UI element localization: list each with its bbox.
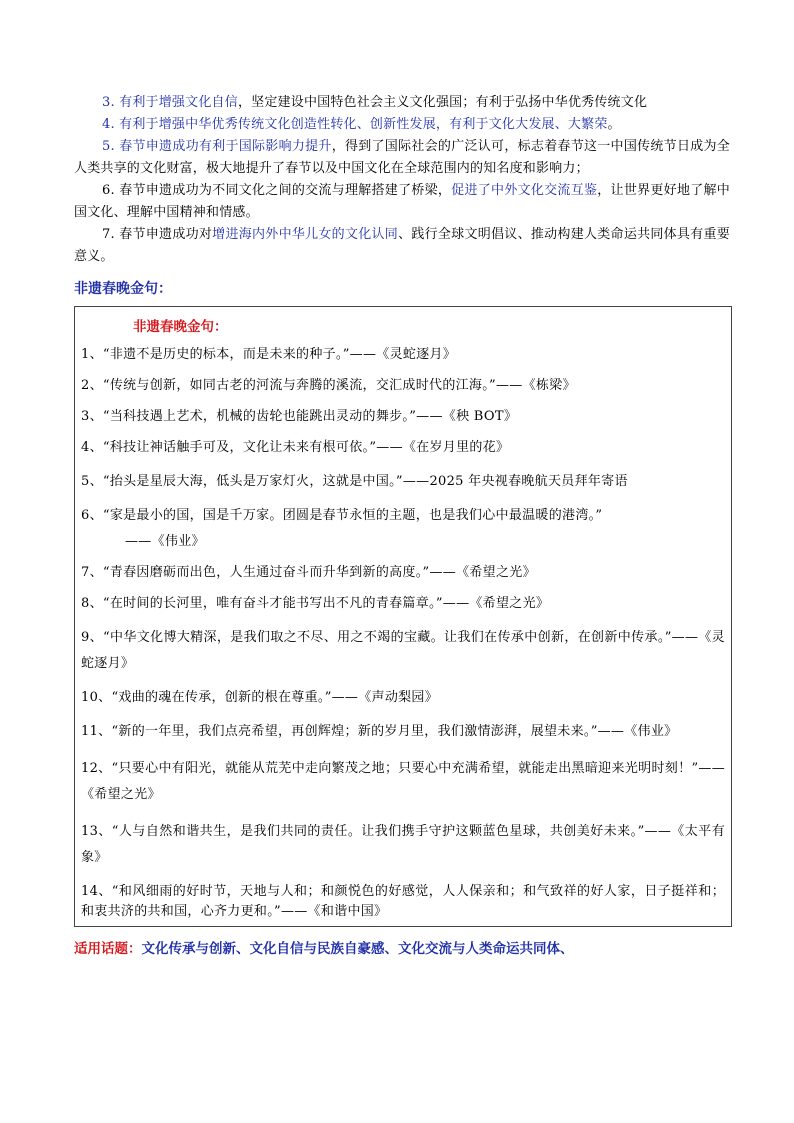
point-4-highlight: 4. 有利于增强中华优秀传统文化创造性转化、创新性发展，有利于文化大发展、大繁荣 <box>102 117 608 132</box>
point-7-text-a: 7. 春节申遗成功对 <box>102 227 213 242</box>
quote-item: 4、“科技让神话触手可及，文化让未来有根可依。”——《在岁月里的花》 <box>81 440 510 455</box>
quote-item: 1、“非遗不是历史的标本，而是未来的种子。”——《灵蛇逐月》 <box>81 347 457 362</box>
document-page <box>74 92 730 957</box>
point-6-text-a: 6. 春节申遗成功为不同文化之间的交流与理解搭建了桥梁， <box>102 183 452 198</box>
quote-item: 6、“家是最小的国，国是千万家。团圆是春节永恒的主题，也是我们心中最温暖的港湾。” <box>81 508 603 523</box>
point-7-highlight: 增进海内外中华儿女的文化认同 <box>212 227 399 242</box>
point-6-text-c: ，让世界更好地了解中国文化、理解中国精神和情感。 <box>74 183 730 220</box>
applicable-topics <box>74 937 730 957</box>
point-5-text: ，得到了国际社会的广泛认可，标志着春节这一中国传统节日成为全人类共享的文化财富，极大地提升了春节以及中国文化在全球范围内的知名度和影响力； <box>74 139 730 176</box>
quote-item: 5、“抬头是星辰大海，低头是万家灯火，这就是中国。”——2025 年央视春晚航天员拜年寄语 <box>81 474 628 489</box>
quote-item: 14、“和风细雨的好时节，天地与人和；和颜悦色的好感觉，人人保亲和；和气致祥的好人家，日子挺祥和；和衷共济的共和国，心齐力更和。”——《和谐中国》 <box>81 884 725 919</box>
point-7 <box>74 224 730 268</box>
quote-item: 12、“只要心中有阳光，就能从荒芜中走向繁茂之地；只要心中充满希望，就能走出黑暗迎来光明时刻！”——《希望之光》 <box>81 761 725 802</box>
point-6 <box>74 180 730 224</box>
point-6-highlight: 促进了中外文化交流互鉴 <box>451 183 598 198</box>
quote-item: 3、“当科技遇上艺术，机械的齿轮也能跳出灵动的舞步。”——《秧 BOT》 <box>81 409 518 424</box>
point-3-highlight: 3. 有利于增强文化自信 <box>102 95 238 110</box>
point-5 <box>74 136 730 180</box>
point-5-highlight: 5. 春节申遗成功有利于国际影响力提升 <box>102 139 332 154</box>
section-heading: 非遗春晚金句： <box>74 281 172 297</box>
topics-label: 适用话题： <box>74 941 142 957</box>
quote-item: 11、“新的一年里，我们点亮希望，再创辉煌；新的岁月里，我们激情澎湃，展望未来。”——《伟业》 <box>81 724 678 739</box>
point-7-text-c: 、践行全球文明倡议、推动构建人类命运共同体具有重要意义。 <box>74 227 730 264</box>
quote-item: 10、“戏曲的魂在传承，创新的根在尊重。”——《声动梨园》 <box>81 690 439 705</box>
quote-item: 7、“青春因磨砺而出色，人生通过奋斗而升华到新的高度。”——《希望之光》 <box>81 565 536 580</box>
quote-item: 2、“传统与创新，如同古老的河流与奔腾的溪流，交汇成时代的江海。”——《栋梁》 <box>81 378 576 393</box>
quote-item: 13、“人与自然和谐共生，是我们共同的责任。让我们携手守护这颗蓝色星球，共创美好未来。”——《太平有象》 <box>81 824 725 865</box>
quote-item: 9、“中华文化博大精深，是我们取之不尽、用之不竭的宝藏。让我们在传承中创新，在创新中传承。”——《灵蛇逐月》 <box>81 630 725 671</box>
quotes-box <box>74 306 732 927</box>
quote-item: 8、“在时间的长河里，唯有奋斗才能书写出不凡的青春篇章。”——《希望之光》 <box>81 596 550 611</box>
point-3 <box>74 92 730 114</box>
quote-source: ——《伟业》 <box>125 534 205 549</box>
topics-content: 文化传承与创新、文化自信与民族自豪感、文化交流与人类命运共同体、 <box>141 941 574 957</box>
quotes-box-title: 非遗春晚金句： <box>133 319 228 335</box>
point-3-text: ，坚定建设中国特色社会主义文化强国；有利于弘扬中华优秀传统文化 <box>237 95 648 110</box>
point-4 <box>74 114 730 136</box>
point-4-text: 。 <box>607 117 621 132</box>
